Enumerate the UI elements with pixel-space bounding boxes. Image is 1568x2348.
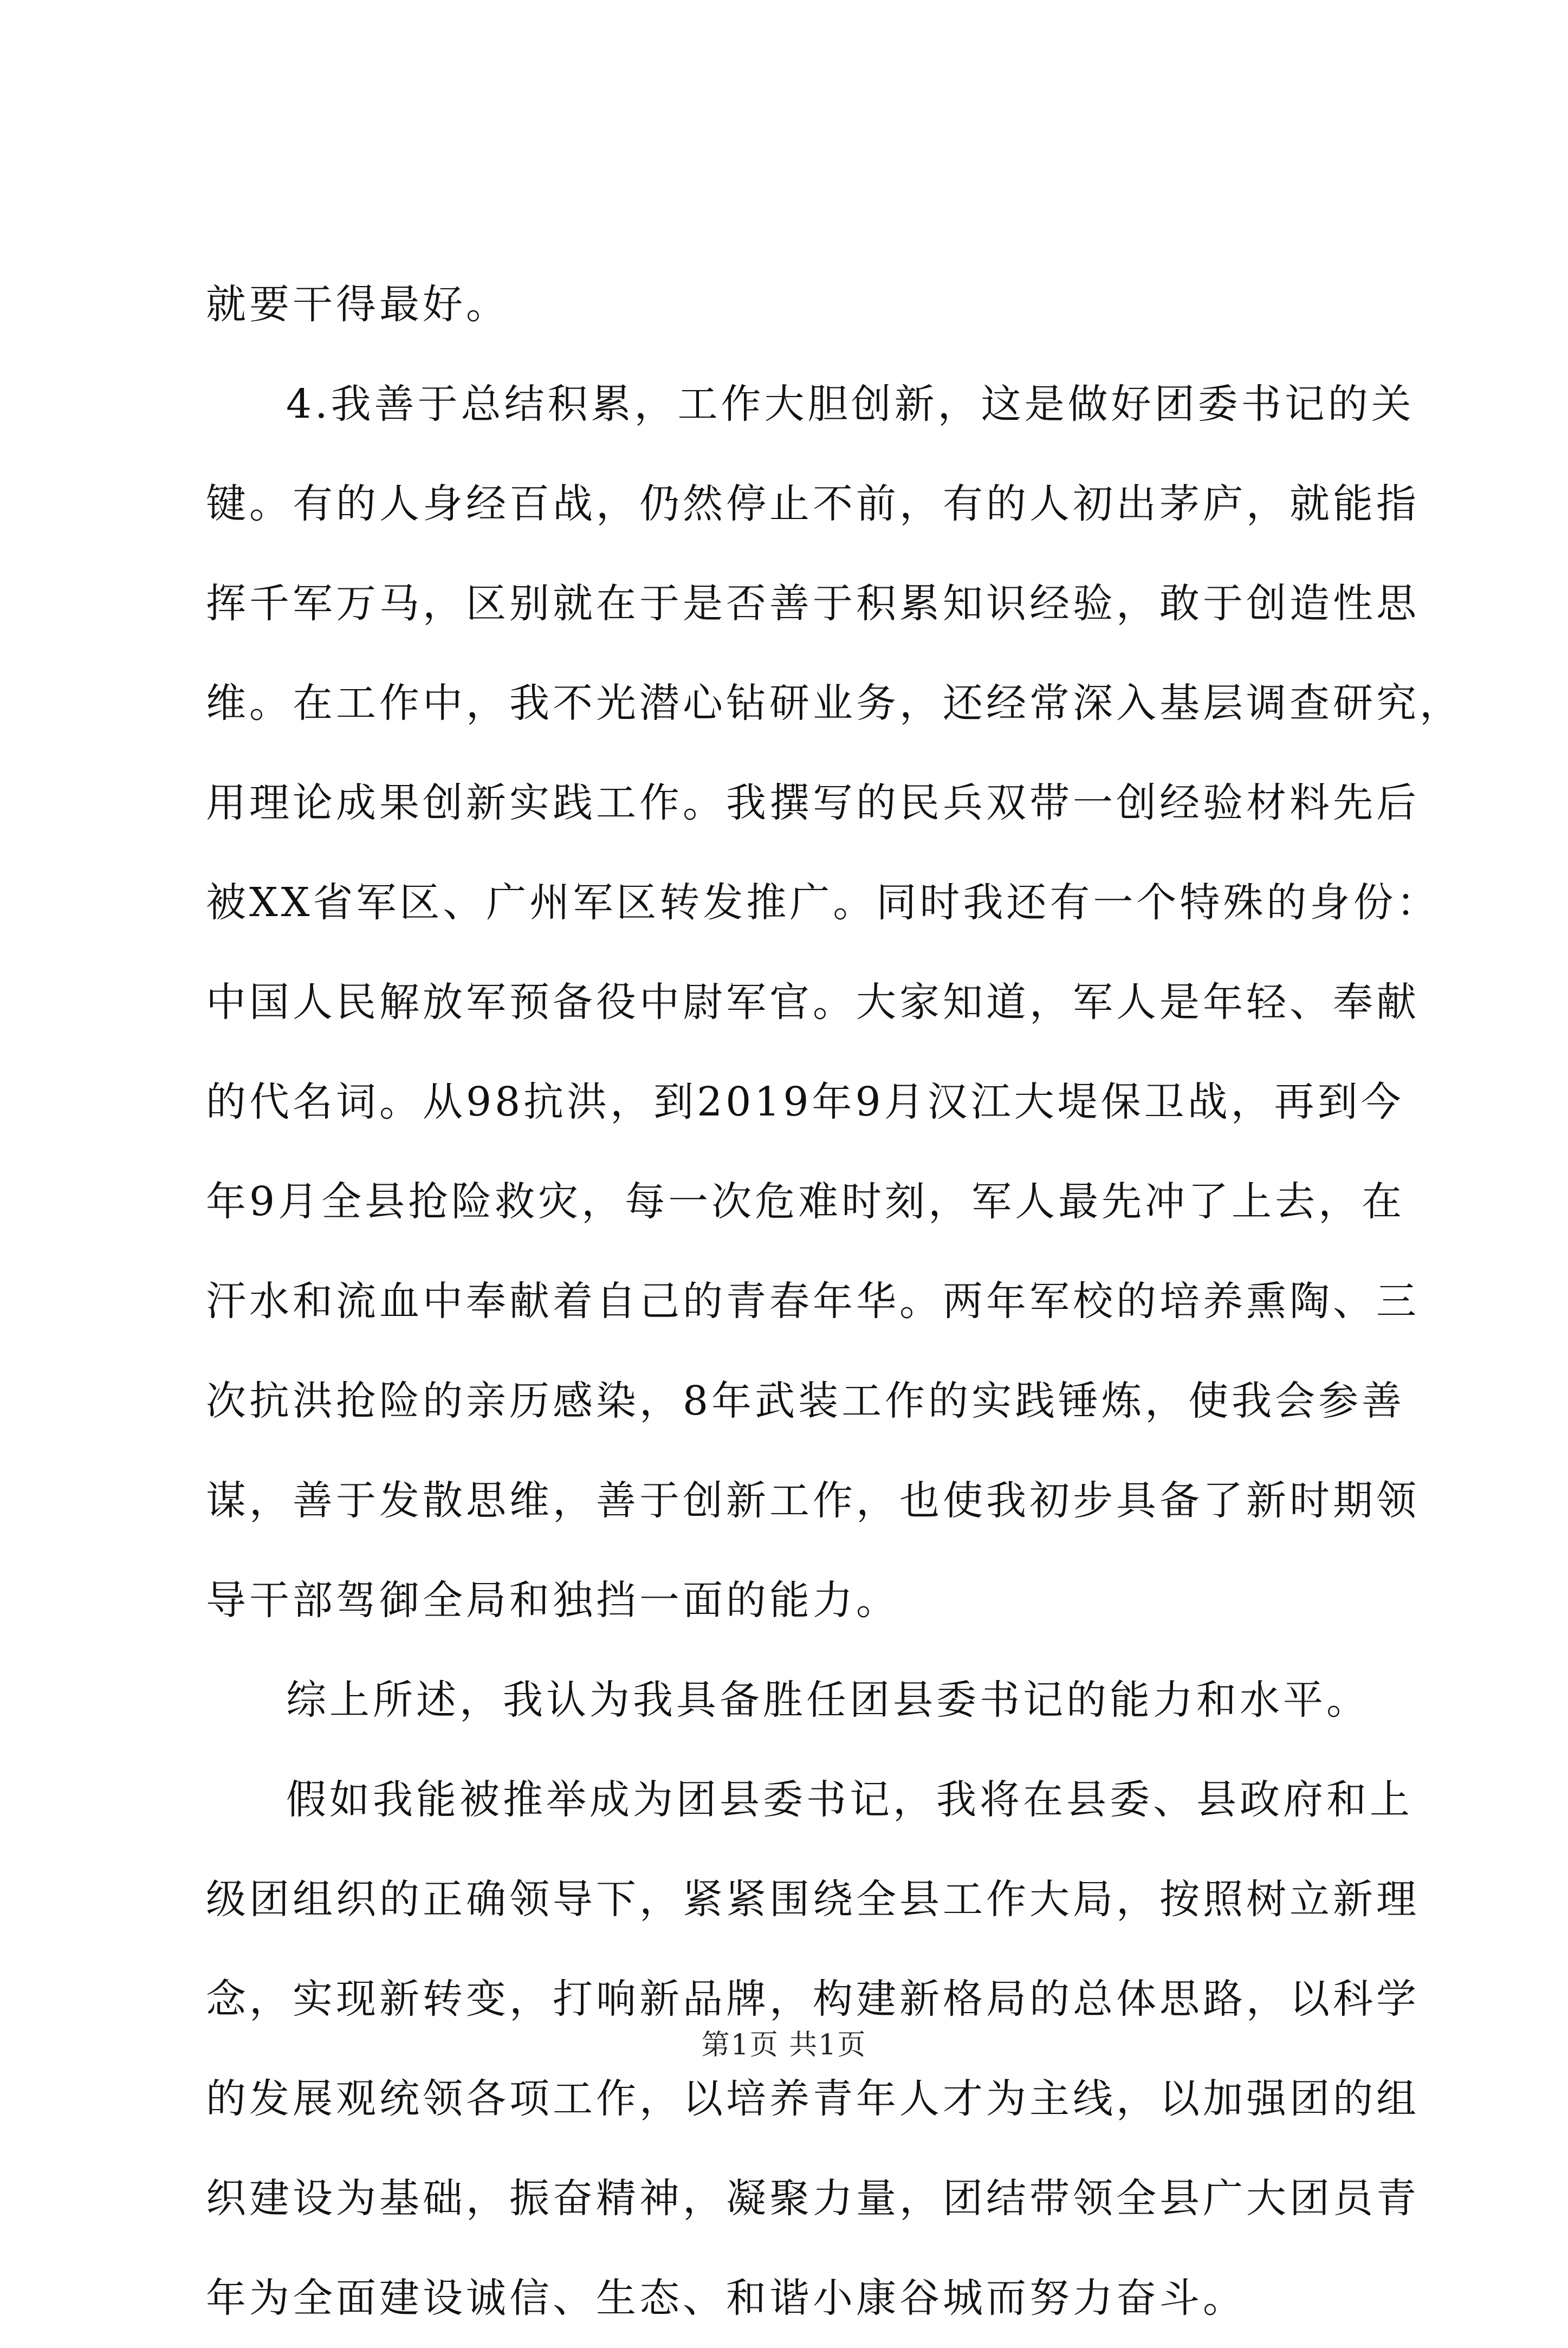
text-line: 谋，善于发散思维，善于创新工作，也使我初步具备了新时期领: [206, 1477, 1420, 1524]
text-line: 导干部驾御全局和独挡一面的能力。: [206, 1577, 899, 1624]
text-line: 被XX省军区、广州军区转发推广。同时我还有一个特殊的身份：: [206, 879, 1440, 926]
text-line: 织建设为基础，振奋精神，凝聚力量，团结带领全县广大团员青: [206, 2175, 1420, 2222]
text-line: 念，实现新转变，打响新品牌，构建新格局的总体思路，以科学: [206, 1976, 1420, 2022]
text-line: 汗水和流血中奉献着自己的青春年华。两年军校的培养熏陶、三: [206, 1278, 1420, 1325]
text-line: 中国人民解放军预备役中尉军官。大家知道，军人是年轻、奉献: [206, 979, 1420, 1026]
text-line: 综上所述，我认为我具备胜任团县委书记的能力和水平。: [286, 1677, 1370, 1723]
text-line: 级团组织的正确领导下，紧紧围绕全县工作大局，按照树立新理: [206, 1876, 1420, 1923]
text-line: 的发展观统领各项工作，以培养青年人才为主线，以加强团的组: [206, 2075, 1420, 2122]
text-line: 就要干得最好。: [206, 281, 509, 328]
text-line: 挥千军万马，区别就在于是否善于积累知识经验，敢于创造性思: [206, 580, 1420, 627]
text-line: 假如我能被推举成为团县委书记，我将在县委、县政府和上: [286, 1776, 1413, 1823]
text-line: 年为全面建设诚信、生态、和谐小康谷城而努力奋斗。: [206, 2275, 1246, 2321]
text-line: 维。在工作中，我不光潜心钻研业务，还经常深入基层调查研究，: [206, 680, 1463, 727]
text-line: 的代名词。从98抗洪，到2019年9月汉江大堤保卫战，再到今: [206, 1079, 1404, 1125]
page-footer: 第1页 共1页: [701, 2029, 867, 2061]
text-line: 用理论成果创新实践工作。我撰写的民兵双带一创经验材料先后: [206, 780, 1420, 826]
text-line: 4.我善于总结积累，工作大胆创新，这是做好团委书记的关: [286, 381, 1415, 427]
text-line: 次抗洪抢险的亲历感染，8年武装工作的实践锤炼，使我会参善: [206, 1378, 1405, 1424]
text-line: 键。有的人身经百战，仍然停止不前，有的人初出茅庐，就能指: [206, 481, 1420, 527]
text-line: 年9月全县抢险救灾，每一次危难时刻，军人最先冲了上去，在: [206, 1178, 1405, 1225]
